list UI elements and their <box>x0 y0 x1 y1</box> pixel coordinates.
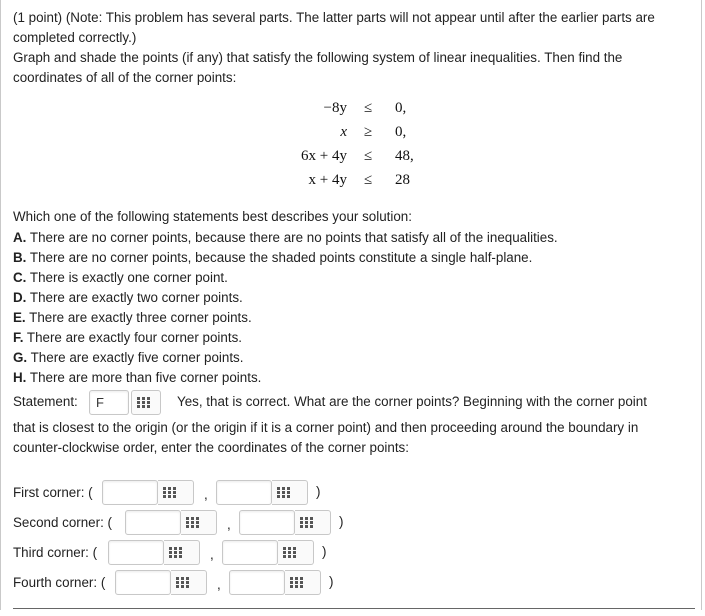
close-paren: ) <box>329 574 334 589</box>
grid-icon <box>277 487 291 499</box>
ineq-2-lhs: x <box>340 124 347 140</box>
grid-icon <box>186 517 200 529</box>
instruction-line-2: that is closest to the origin (or the origin if it is a corner point) and then proceeding around the boundary in <box>13 420 639 435</box>
option-g: G. There are exactly five corner points. <box>13 350 244 365</box>
ineq-2-rhs: 0, <box>395 124 407 140</box>
close-paren: ) <box>316 484 321 499</box>
question-text: Which one of the following statements best describes your solution: <box>13 209 412 224</box>
intro-line-3: Graph and shade the points (if any) that satisfy the following system of linear inequalities. Then find the <box>13 50 623 65</box>
grid-icon <box>283 547 297 559</box>
statement-label: Statement: <box>13 394 78 409</box>
statement-feedback: Yes, that is correct. What are the corner points? Beginning with the corner point <box>177 394 647 409</box>
second-corner-x-math-editor[interactable] <box>181 510 217 535</box>
comma: , <box>227 517 231 532</box>
first-corner-y-math-editor[interactable] <box>272 480 308 505</box>
second-corner-x-input[interactable] <box>125 510 181 535</box>
first-corner-x-math-editor[interactable] <box>158 480 194 505</box>
intro-line-2: completed correctly.) <box>13 30 137 45</box>
third-corner-y-math-editor[interactable] <box>278 540 314 565</box>
ineq-4-op: ≤ <box>364 172 373 188</box>
fourth-corner-y-input[interactable] <box>229 570 285 595</box>
divider <box>13 608 695 609</box>
ineq-3-op: ≤ <box>364 148 373 164</box>
second-corner-label: Second corner: ( <box>13 515 112 530</box>
option-a: A. There are no corner points, because there are no points that satisfy all of the inequalities. <box>13 230 558 245</box>
grid-icon <box>300 517 314 529</box>
grid-icon <box>290 577 304 589</box>
option-b: B. There are no corner points, because the shaded points constitute a single half-plane. <box>13 250 533 265</box>
ineq-1-lhs: −8y <box>323 100 347 116</box>
ineq-4-lhs: x + 4y <box>308 172 347 188</box>
option-e: E. There are exactly three corner points. <box>13 310 252 325</box>
comma: , <box>217 577 221 592</box>
first-corner-label: First corner: ( <box>13 485 93 500</box>
option-d: D. There are exactly two corner points. <box>13 290 243 305</box>
intro-line-4: coordinates of all of the corner points: <box>13 70 237 85</box>
option-h: H. There are more than five corner points. <box>13 370 262 385</box>
third-corner-x-input[interactable] <box>108 540 164 565</box>
grid-icon <box>176 577 190 589</box>
close-paren: ) <box>339 514 344 529</box>
option-c: C. There is exactly one corner point. <box>13 270 228 285</box>
ineq-3-lhs: 6x + 4y <box>301 148 347 164</box>
statement-answer-input[interactable]: F <box>89 390 129 415</box>
third-corner-y-input[interactable] <box>222 540 278 565</box>
comma: , <box>210 547 214 562</box>
comma: , <box>204 487 208 502</box>
grid-icon <box>163 487 177 499</box>
close-paren: ) <box>322 544 327 559</box>
statement-math-editor-button[interactable] <box>131 390 161 415</box>
first-corner-x-input[interactable] <box>102 480 158 505</box>
fourth-corner-x-math-editor[interactable] <box>171 570 207 595</box>
ineq-4-rhs: 28 <box>395 172 410 188</box>
fourth-corner-label: Fourth corner: ( <box>13 575 106 590</box>
first-corner-y-input[interactable] <box>216 480 272 505</box>
option-f: F. There are exactly four corner points. <box>13 330 242 345</box>
instruction-line-3: counter-clockwise order, enter the coordinates of the corner points: <box>13 440 409 455</box>
ineq-1-rhs: 0, <box>395 100 407 116</box>
grid-icon <box>169 547 183 559</box>
third-corner-x-math-editor[interactable] <box>164 540 200 565</box>
ineq-3-rhs: 48, <box>395 148 414 164</box>
second-corner-y-input[interactable] <box>239 510 295 535</box>
fourth-corner-y-math-editor[interactable] <box>285 570 321 595</box>
second-corner-y-math-editor[interactable] <box>295 510 331 535</box>
fourth-corner-x-input[interactable] <box>115 570 171 595</box>
ineq-1-op: ≤ <box>364 100 373 116</box>
intro-line-1: (1 point) (Note: This problem has several parts. The latter parts will not appear until after the earlier parts are <box>13 10 655 25</box>
grid-icon <box>137 397 151 409</box>
ineq-2-op: ≥ <box>364 124 373 140</box>
third-corner-label: Third corner: ( <box>13 545 98 560</box>
